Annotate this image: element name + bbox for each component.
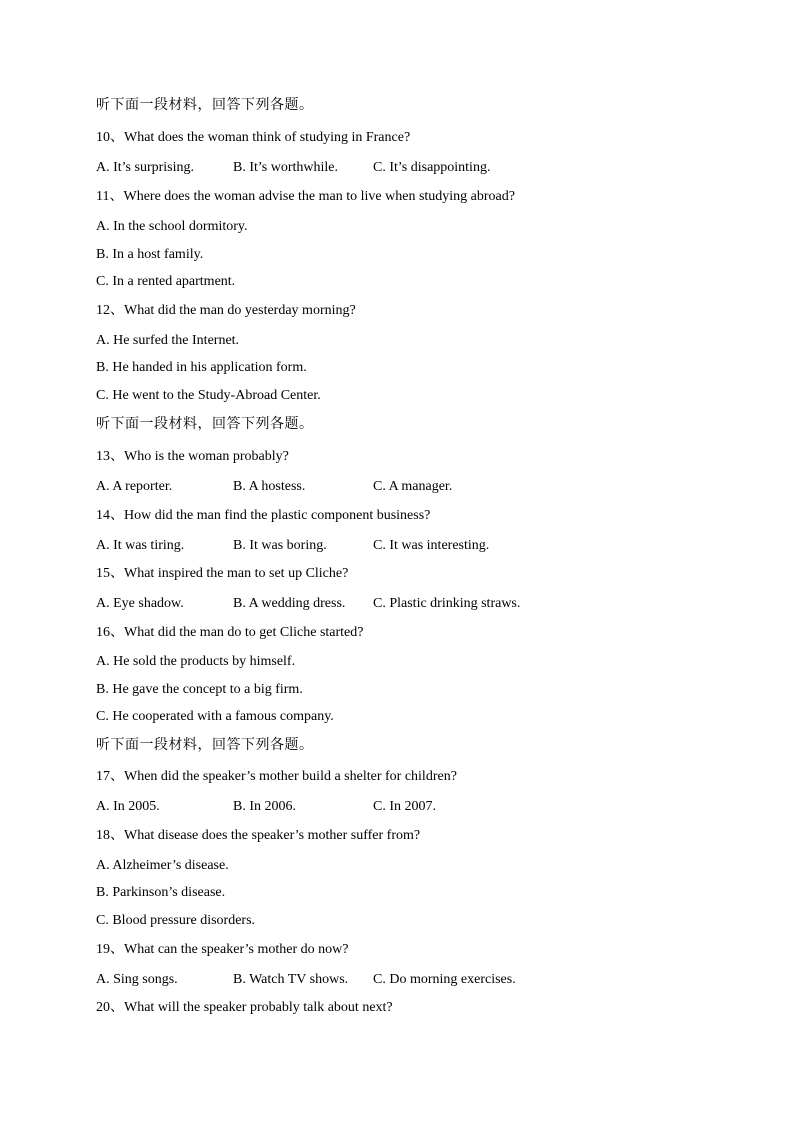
option-15-b: B. A wedding dress. — [233, 596, 346, 611]
question-14: 14、How did the man find the plastic component business? — [96, 508, 431, 523]
option-10-a: A. It’s surprising. — [96, 160, 194, 175]
question-16: 16、What did the man do to get Cliche started? — [96, 625, 364, 640]
option-13-b: B. A hostess. — [233, 479, 306, 494]
option-16-a: A. He sold the products by himself. — [96, 654, 296, 669]
option-17-b: B. In 2006. — [233, 799, 296, 814]
option-19-a: A. Sing songs. — [96, 972, 178, 987]
question-19: 19、What can the speaker’s mother do now? — [96, 942, 349, 957]
question-13: 13、Who is the woman probably? — [96, 449, 289, 464]
option-13-a: A. A reporter. — [96, 479, 173, 494]
option-12-c: C. He went to the Study-Abroad Center. — [96, 388, 321, 403]
question-15: 15、What inspired the man to set up Cliche? — [96, 566, 349, 581]
section-header-3: 听下面一段材料，回答下列各题。 — [96, 737, 314, 753]
option-18-a: A. Alzheimer’s disease. — [96, 858, 229, 873]
question-20: 20、What will the speaker probably talk about next? — [96, 1000, 393, 1015]
section-header: 听下面一段材料，回答下列各题。 — [96, 97, 314, 113]
section-header-2: 听下面一段材料，回答下列各题。 — [96, 416, 314, 432]
option-11-c: C. In a rented apartment. — [96, 274, 236, 289]
option-17-a: A. In 2005. — [96, 799, 160, 814]
option-15-a: A. Eye shadow. — [96, 596, 184, 611]
option-14-c: C. It was interesting. — [373, 538, 490, 553]
option-10-b: B. It’s worthwhile. — [233, 160, 338, 175]
option-12-b: B. He handed in his application form. — [96, 360, 307, 375]
question-10: 10、What does the woman think of studying in France? — [96, 130, 411, 145]
option-15-c: C. Plastic drinking straws. — [373, 596, 521, 611]
option-19-c: C. Do morning exercises. — [373, 972, 516, 987]
question-11: 11、Where does the woman advise the man to live when studying abroad? — [96, 189, 515, 204]
question-18: 18、What disease does the speaker’s mother suffer from? — [96, 828, 421, 843]
option-17-c: C. In 2007. — [373, 799, 436, 814]
options-row-17 — [96, 798, 436, 816]
options-row-15 — [96, 595, 520, 613]
option-18-b: B. Parkinson’s disease. — [96, 885, 226, 900]
option-11-b: B. In a host family. — [96, 247, 204, 262]
option-10-c: C. It’s disappointing. — [373, 160, 491, 175]
options-row-19 — [96, 971, 516, 989]
options-row-13 — [96, 478, 452, 496]
option-16-c: C. He cooperated with a famous company. — [96, 709, 334, 724]
question-12: 12、What did the man do yesterday morning? — [96, 303, 356, 318]
option-14-a: A. It was tiring. — [96, 538, 185, 553]
option-11-a: A. In the school dormitory. — [96, 219, 248, 234]
option-16-b: B. He gave the concept to a big firm. — [96, 682, 303, 697]
option-12-a: A. He surfed the Internet. — [96, 333, 240, 348]
options-row-10 — [96, 159, 490, 177]
option-13-c: C. A manager. — [373, 479, 453, 494]
option-19-b: B. Watch TV shows. — [233, 972, 349, 987]
question-17: 17、When did the speaker’s mother build a shelter for children? — [96, 769, 457, 784]
option-18-c: C. Blood pressure disorders. — [96, 913, 256, 928]
options-row-14 — [96, 537, 489, 555]
option-14-b: B. It was boring. — [233, 538, 327, 553]
